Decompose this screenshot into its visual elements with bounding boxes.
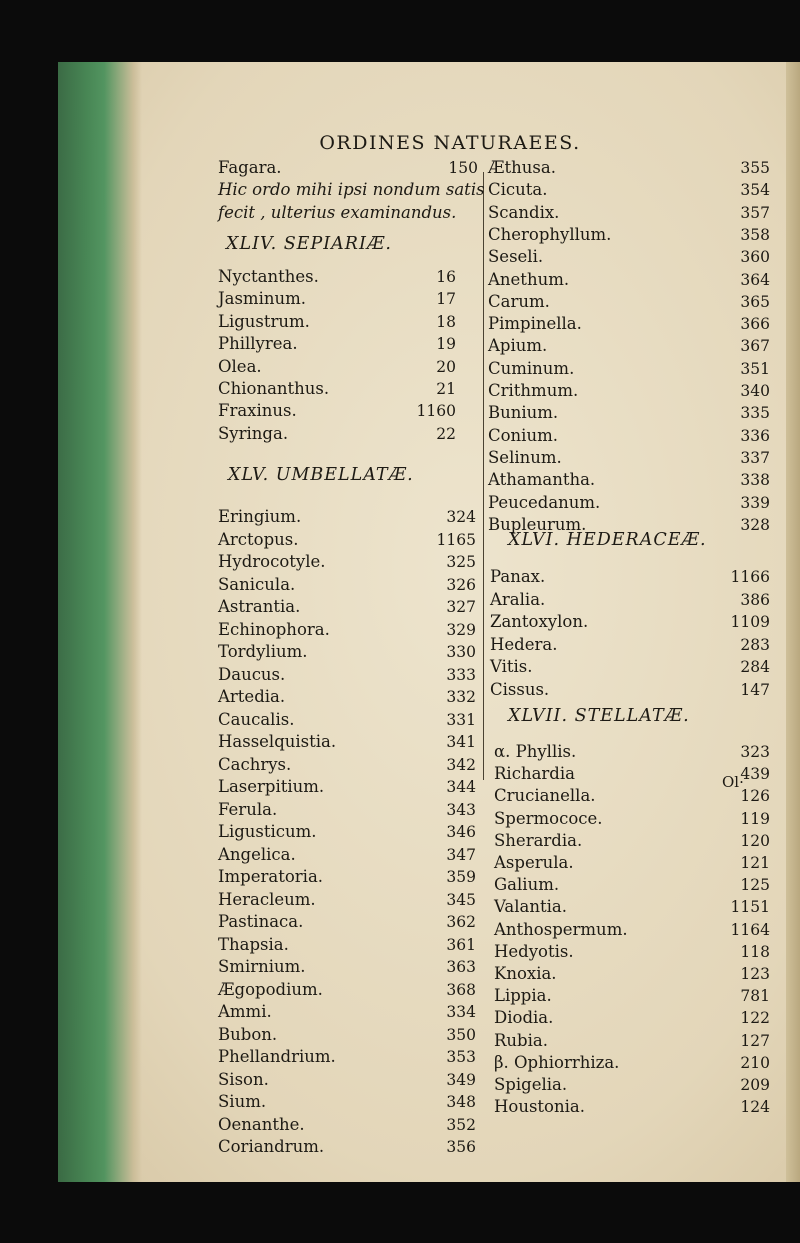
genus-number: 343 (446, 800, 476, 819)
genus-name: Caucalis. (218, 709, 295, 729)
genus-number: 352 (446, 1115, 476, 1134)
genus-name: Echinophora. (218, 619, 330, 639)
genus-number: 20 (436, 357, 456, 376)
genus-name: Daucus. (218, 664, 286, 684)
genus-number: 366 (740, 315, 770, 334)
genus-name: Thapsia. (218, 934, 289, 954)
catchword: Ol· (722, 773, 744, 791)
genus-name: Æthusa. (488, 158, 556, 177)
genus-number: 339 (740, 493, 770, 512)
section-title-stellatae: XLVII. STELLATÆ. (508, 706, 690, 726)
genus-name: Asperula. (494, 853, 574, 872)
genus-name: Bubon. (218, 1024, 278, 1044)
genus-name: Athamantha. (488, 470, 596, 490)
genus-number: 340 (740, 382, 770, 400)
genus-number: 345 (446, 890, 476, 909)
genus-name: Ægopodium. (218, 979, 323, 999)
genus-name: Hedera. (490, 634, 558, 654)
genus-number: 1160 (416, 402, 456, 421)
genus-number: 336 (740, 426, 770, 445)
genus-number: 324 (446, 508, 476, 526)
genus-name: Bunium. (488, 403, 559, 423)
genus-name: Cuminum. (488, 358, 575, 378)
genus-number: 348 (446, 1093, 476, 1111)
genus-number: 1109 (730, 613, 770, 631)
genus-name: Carum. (488, 291, 550, 311)
page-edge (786, 62, 800, 1182)
genus-name: Hedyotis. (494, 941, 574, 961)
genus-name: Ligustrum. (218, 311, 310, 331)
genus-name: Crucianella. (494, 786, 596, 806)
genus-name: Artedia. (218, 687, 286, 706)
genus-number: 328 (740, 515, 770, 534)
genus-number: 332 (446, 688, 476, 706)
genus-name: Diodia. (494, 1008, 554, 1028)
genus-number: 356 (446, 1138, 476, 1156)
genus-name: Aralia. (490, 589, 546, 609)
genus-number: 17 (436, 290, 456, 309)
genus-number: 334 (446, 1003, 476, 1021)
genus-name: Coriandrum. (218, 1137, 325, 1156)
genus-number: 354 (740, 181, 770, 200)
genus-name: Ammi. (218, 1002, 272, 1021)
genus-number: 210 (740, 1053, 770, 1072)
genus-name: Spermococe. (494, 808, 603, 828)
genus-name: α. Phyllis. (494, 742, 577, 761)
genus-number: 123 (740, 965, 770, 983)
genus-number: 365 (740, 292, 770, 311)
genus-number: 361 (446, 935, 476, 954)
genus-number: 122 (740, 1009, 770, 1028)
genus-name: Hasselquistia. (218, 732, 337, 751)
genus-number: 118 (740, 942, 770, 961)
genus-name: Sium. (218, 1092, 267, 1111)
genus-name: Cherophyllum. (488, 224, 612, 244)
genus-number: 150 (448, 159, 478, 177)
genus-name: Knoxia. (494, 964, 557, 983)
genus-name: Pastinaca. (218, 912, 304, 931)
genus-number: 325 (446, 553, 476, 571)
genus-number: 125 (740, 876, 770, 895)
genus-name: Valantia. (494, 897, 567, 917)
section-title-umbellatae: XLV. UMBELLATÆ. (228, 465, 414, 485)
genus-number: 350 (446, 1025, 476, 1044)
genus-name: Seseli. (488, 247, 544, 267)
genus-number: 360 (740, 248, 770, 267)
genus-number: 18 (436, 312, 456, 331)
genus-name: Spigelia. (494, 1075, 568, 1094)
genus-name: Olea. (218, 356, 262, 376)
genus-number: 368 (446, 980, 476, 999)
genus-name: Rubia. (494, 1030, 548, 1050)
genus-number: 1166 (730, 568, 770, 586)
genus-number: 147 (740, 680, 770, 699)
genus-name: Pimpinella. (488, 314, 582, 334)
genus-number: 327 (446, 598, 476, 616)
genus-number: 439 (740, 765, 770, 784)
genus-number: 16 (436, 268, 456, 286)
genus-number: 357 (740, 203, 770, 222)
genus-number: 209 (740, 1076, 770, 1094)
genus-number: 333 (446, 665, 476, 684)
book-spine-shadow (58, 62, 142, 1182)
genus-number: 781 (740, 987, 770, 1006)
genus-name: Zantoxylon. (490, 612, 589, 631)
genus-number: 283 (740, 635, 770, 654)
genus-name: Smirnium. (218, 957, 306, 976)
genus-number: 342 (446, 755, 476, 774)
genus-name: Selinum. (488, 447, 562, 467)
genus-name: Anthospermum. (494, 919, 628, 939)
genus-name: Cissus. (490, 679, 550, 699)
genus-number: 119 (740, 809, 770, 828)
genus-number: 121 (740, 854, 770, 872)
genus-number: 363 (446, 958, 476, 976)
section-title-hederaceae: XLVI. HEDERACEÆ. (508, 530, 707, 550)
genus-number: 359 (446, 868, 476, 886)
genus-number: 341 (446, 733, 476, 751)
genus-number: 346 (446, 823, 476, 841)
genus-name: Nyctanthes. (218, 267, 319, 286)
genus-name: Peucedanum. (488, 492, 601, 512)
page-header: ORDINES NATURAEES. (319, 132, 581, 154)
genus-name: Galium. (494, 875, 560, 895)
genus-number: 367 (740, 337, 770, 356)
genus-number: 347 (446, 845, 476, 864)
genus-name: Hydrocotyle. (218, 552, 326, 571)
genus-name: Bupleurum. (488, 514, 587, 534)
column-divider (483, 172, 484, 780)
genus-name: Ligusticum. (218, 822, 317, 841)
genus-name: Tordylium. (218, 642, 308, 661)
genus-number: 22 (436, 424, 456, 443)
genus-name: Oenanthe. (218, 1114, 305, 1134)
genus-name: Crithmum. (488, 381, 579, 400)
genus-name: Vitis. (490, 657, 533, 676)
genus-number: 349 (446, 1070, 476, 1089)
genus-name: Arctopus. (218, 529, 299, 549)
genus-name: Eringium. (218, 507, 302, 526)
genus-name: Cachrys. (218, 754, 292, 774)
genus-number: 364 (740, 270, 770, 289)
genus-number: 126 (740, 787, 770, 806)
genus-name: Panax. (490, 567, 546, 586)
genus-name: Houstonia. (494, 1097, 585, 1117)
genus-number: 124 (740, 1098, 770, 1117)
genus-number: 1164 (730, 920, 770, 939)
genus-number: 323 (740, 743, 770, 761)
note-line-2: fecit , ulterius examinandus. (218, 203, 457, 222)
genus-name: Imperatoria. (218, 867, 324, 886)
genus-name: Angelica. (218, 844, 296, 864)
genus-name: Phillyrea. (218, 334, 298, 354)
genus-name: Ferula. (218, 799, 278, 819)
genus-name: Scandix. (488, 202, 560, 222)
genus-number: 1151 (730, 898, 770, 917)
genus-name: Sanicula. (218, 574, 296, 594)
genus-name: Fagara. (218, 158, 282, 177)
genus-number: 120 (740, 831, 770, 850)
genus-number: 358 (740, 225, 770, 244)
genus-number: 1165 (436, 530, 476, 549)
genus-name: Heracleum. (218, 889, 316, 909)
genus-number: 21 (436, 380, 456, 398)
genus-name: Fraxinus. (218, 401, 297, 421)
genus-number: 338 (740, 471, 770, 490)
genus-name: Anethum. (488, 269, 570, 289)
genus-number: 331 (446, 710, 476, 729)
genus-number: 330 (446, 643, 476, 661)
genus-name: Sherardia. (494, 830, 583, 850)
genus-number: 351 (740, 359, 770, 378)
genus-name: β. Ophiorrhiza. (494, 1052, 620, 1072)
genus-name: Laserpitium. (218, 777, 325, 796)
genus-number: 355 (740, 159, 770, 177)
genus-name: Cicuta. (488, 180, 548, 200)
genus-name: Richardia (494, 764, 575, 784)
genus-number: 353 (446, 1048, 476, 1066)
genus-number: 326 (446, 575, 476, 594)
genus-name: Jasminum. (218, 289, 306, 309)
genus-name: Astrantia. (218, 597, 301, 616)
genus-name: Lippia. (494, 986, 552, 1006)
genus-name: Conium. (488, 425, 558, 445)
genus-number: 335 (740, 404, 770, 423)
genus-name: Sison. (218, 1069, 269, 1089)
genus-number: 284 (740, 658, 770, 676)
section-title-sepiariae: XLIV. SEPIARIÆ. (226, 234, 392, 254)
genus-number: 337 (740, 448, 770, 467)
genus-number: 386 (740, 590, 770, 609)
genus-number: 127 (740, 1031, 770, 1050)
genus-number: 362 (446, 913, 476, 931)
genus-name: Syringa. (218, 423, 289, 443)
genus-name: Phellandrium. (218, 1047, 336, 1066)
genus-number: 19 (436, 335, 456, 354)
genus-number: 329 (446, 620, 476, 639)
genus-number: 344 (446, 778, 476, 796)
note-line-1: Hic ordo mihi ipsi nondum satis (218, 180, 485, 199)
genus-name: Chionanthus. (218, 379, 330, 398)
genus-name: Apium. (488, 336, 548, 356)
